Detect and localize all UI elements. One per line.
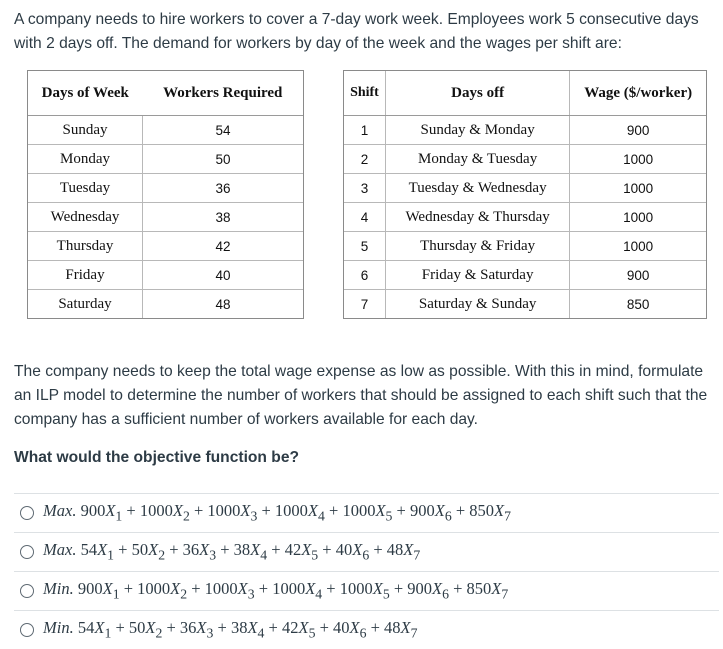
demand-row (28, 232, 303, 261)
option-coefficient: 1000 (207, 501, 241, 521)
option-coefficient: 40 (333, 618, 350, 638)
demand-workers: 42 (143, 232, 304, 261)
header-wage: Wage ($/worker) (570, 71, 706, 116)
option-coefficient: 50 (128, 618, 146, 638)
shift-wage: 1000 (570, 174, 706, 203)
shift-row (344, 116, 706, 145)
shift-days-off: Wednesday & Thursday (385, 203, 569, 232)
demand-day: Saturday (28, 290, 143, 319)
demand-day: Friday (28, 261, 143, 290)
shift-number: 5 (344, 232, 385, 261)
option-coefficient: 1000 (139, 501, 173, 521)
shift-days-off: Monday & Tuesday (385, 145, 569, 174)
option-prefix: Min. (43, 618, 74, 638)
shift-days-off: Saturday & Sunday (385, 290, 569, 319)
shift-number: 3 (344, 174, 385, 203)
answer-option-4[interactable] (14, 610, 719, 649)
shift-row (344, 290, 706, 319)
answer-option-3[interactable] (14, 571, 719, 610)
demand-workers: 54 (143, 116, 304, 145)
option-coefficient: 42 (284, 540, 302, 560)
option-coefficient: 50 (131, 540, 149, 560)
option-coefficient: 1000 (137, 579, 171, 599)
option-coefficient: 850 (466, 579, 492, 599)
shift-number: 7 (344, 290, 385, 319)
shift-wage: 1000 (570, 145, 706, 174)
problem-intro: A company needs to hire workers to cover a 7-day work week. Employees work 5 consecutive days with 2 days off. The demand for workers by day of the week and the wages per shift are: (14, 11, 699, 52)
shift-number: 2 (344, 145, 385, 174)
answer-options (14, 493, 719, 649)
shift-number: 6 (344, 261, 385, 290)
shift-row (344, 232, 706, 261)
option-coefficient: 40 (335, 540, 353, 560)
shift-wage: 900 (570, 116, 706, 145)
option-expression: Max. $54X_1 + 50X_2 + 36X_3 + 38X_4 + 42X_5 + 40X_6 + 48X_7$ (43, 540, 421, 563)
demand-row (28, 116, 303, 145)
option-coefficient: 1000 (342, 501, 376, 521)
option-coefficient: 36 (179, 618, 197, 638)
option-coefficient: 38 (233, 540, 251, 560)
option-coefficient: 1000 (274, 501, 308, 521)
question-text: What would the objective function be? (14, 449, 300, 466)
shift-wage: 850 (570, 290, 706, 319)
demand-row (28, 290, 303, 319)
option-coefficient: 54 (77, 618, 95, 638)
header-shift: Shift (344, 71, 385, 116)
option-prefix: Max. (43, 501, 77, 521)
demand-day: Thursday (28, 232, 143, 261)
shift-row (344, 261, 706, 290)
option-coefficient: 48 (386, 540, 404, 560)
option-coefficient: 48 (384, 618, 401, 638)
demand-day: Monday (28, 145, 143, 174)
header-workers-required: Workers Required (143, 71, 304, 116)
option-coefficient: 900 (80, 501, 106, 521)
demand-table (27, 70, 304, 319)
shift-days-off: Friday & Saturday (385, 261, 569, 290)
shift-wage: 1000 (570, 232, 706, 261)
demand-workers: 40 (143, 261, 304, 290)
header-days-of-week: Days of Week (28, 71, 143, 116)
demand-workers: 50 (143, 145, 304, 174)
option-coefficient: 38 (230, 618, 248, 638)
option-coefficient: 900 (409, 501, 435, 521)
option-coefficient: 850 (469, 501, 495, 521)
radio-button[interactable] (20, 584, 34, 598)
radio-button[interactable] (20, 545, 34, 559)
demand-workers: 36 (143, 174, 304, 203)
option-expression: Max. $900X_1 + 1000X_2 + 1000X_3 + 1000X_4 + 1000X_5 + 900X_6 + 850X_7$ (43, 501, 511, 524)
option-coefficient: 42 (281, 618, 299, 638)
option-coefficient: 900 (407, 579, 432, 599)
demand-row (28, 261, 303, 290)
demand-row (28, 145, 303, 174)
demand-day: Tuesday (28, 174, 143, 203)
option-expression: Min. $54X_1 + 50X_2 + 36X_3 + 38X_4 + 42X_5 + 40X_6 + 48X_7$ (43, 618, 418, 641)
header-days-off: Days off (385, 71, 569, 116)
option-coefficient: 1000 (339, 579, 373, 599)
problem-description: The company needs to keep the total wage expense as low as possible. With this in mind, formulate an ILP model to determine the number of workers that should be assigned to each shift such that the company has a sufficient number of workers available for each day. (14, 363, 708, 428)
option-prefix: Min. (43, 579, 74, 599)
shift-wage: 900 (570, 261, 706, 290)
option-prefix: Max. (43, 540, 77, 560)
demand-workers: 48 (143, 290, 304, 319)
answer-option-2[interactable] (14, 532, 719, 571)
shift-wage: 1000 (570, 203, 706, 232)
option-coefficient: 54 (80, 540, 98, 560)
option-expression: Min. $900X_1 + 1000X_2 + 1000X_3 + 1000X_4 + 1000X_5 + 900X_6 + 850X_7$ (43, 579, 509, 602)
demand-workers: 38 (143, 203, 304, 232)
answer-option-1[interactable] (14, 493, 719, 532)
option-coefficient: 1000 (204, 579, 238, 599)
option-coefficient: 900 (77, 579, 103, 599)
shift-days-off: Thursday & Friday (385, 232, 569, 261)
shift-row (344, 145, 706, 174)
shift-row (344, 203, 706, 232)
shift-row (344, 174, 706, 203)
demand-row (28, 203, 303, 232)
demand-day: Wednesday (28, 203, 143, 232)
shift-table (343, 70, 707, 319)
shift-number: 1 (344, 116, 385, 145)
radio-button[interactable] (20, 623, 34, 637)
demand-row (28, 174, 303, 203)
radio-button[interactable] (20, 506, 34, 520)
shift-days-off: Tuesday & Wednesday (385, 174, 569, 203)
option-coefficient: 1000 (272, 579, 306, 599)
option-coefficient: 36 (182, 540, 200, 560)
shift-days-off: Sunday & Monday (385, 116, 569, 145)
shift-number: 4 (344, 203, 385, 232)
demand-day: Sunday (28, 116, 143, 145)
